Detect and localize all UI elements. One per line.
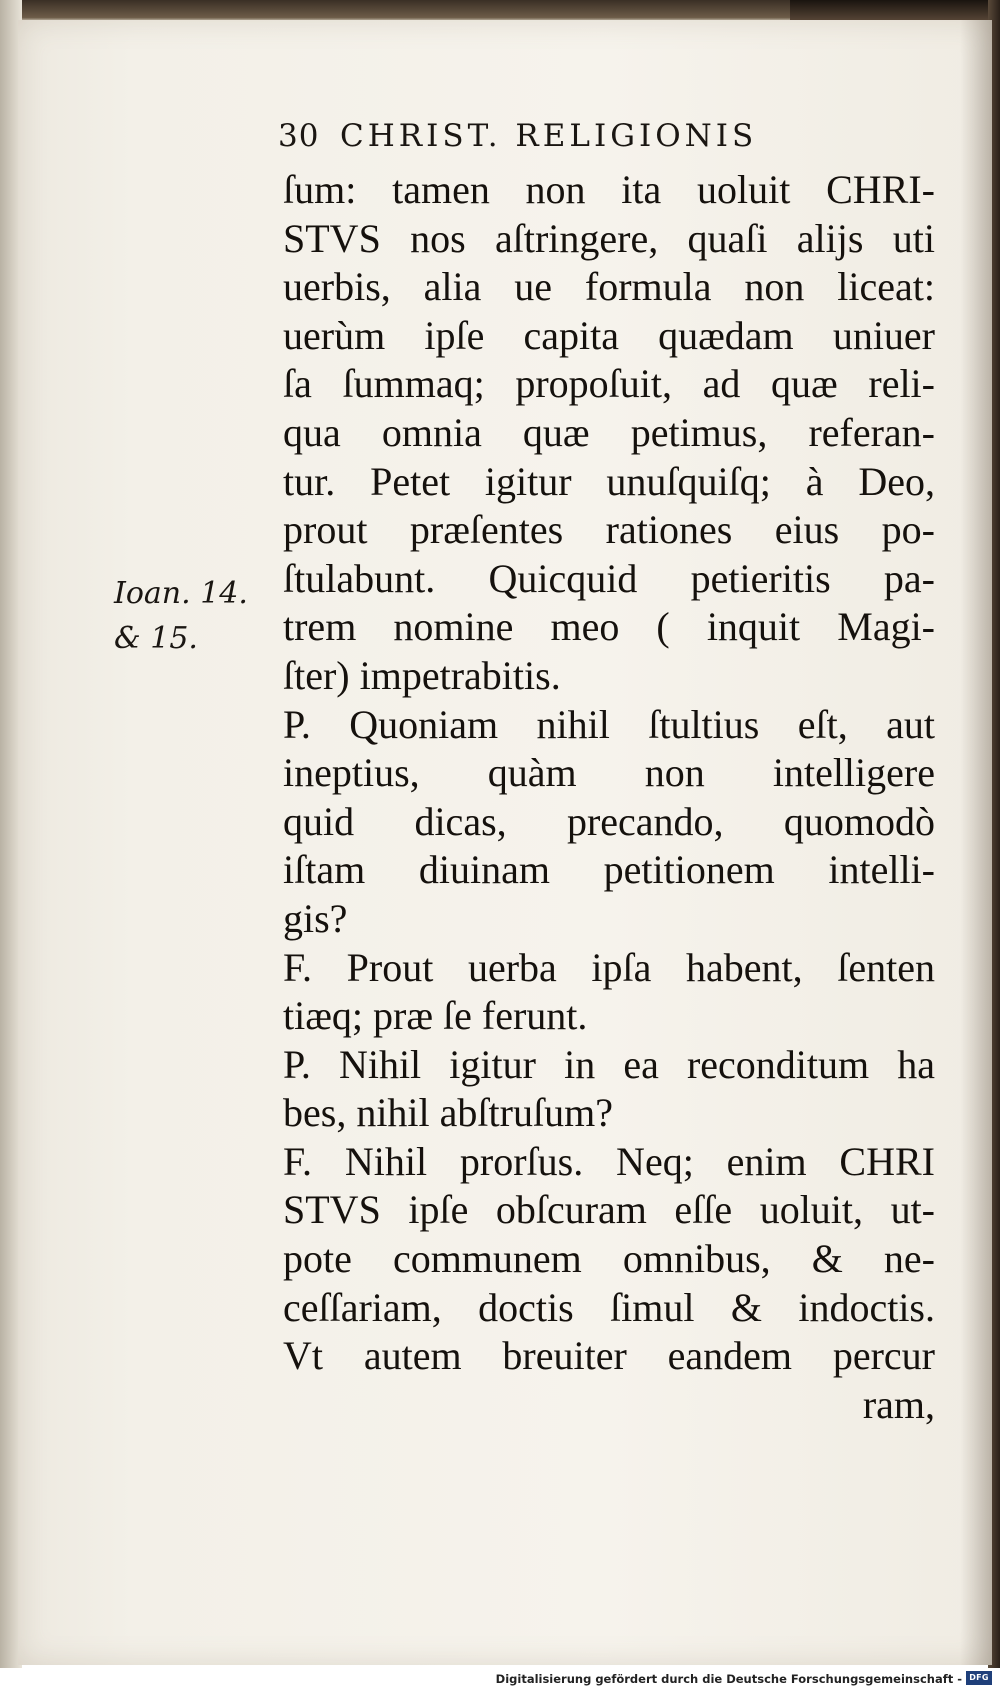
text-line: tiæq; præ ſe ferunt. xyxy=(283,993,588,1039)
book-top-right-edge xyxy=(790,0,1000,22)
text-line: ineptius, quàm non intelligere xyxy=(283,750,935,796)
text-line: prout præſentes rationes eius po- xyxy=(283,507,935,553)
text-line: ſum: tamen non ita uoluit CHRI- xyxy=(283,167,935,212)
text-line: Vt autem breuiter eandem percur xyxy=(283,1333,935,1379)
text-line: tur. Petet igitur unuſquiſq; à Deo, xyxy=(283,458,935,504)
text-line: F. Nihil prorſus. Neq; enim CHRI xyxy=(283,1138,935,1184)
text-line: ſa ſummaq; propoſuit, ad quæ reli- xyxy=(283,361,935,407)
gutter-shadow xyxy=(960,20,992,1665)
digitization-credit: Digitalisierung gefördert durch die Deutsche Forschungsgemeinschaft - xyxy=(495,1672,962,1686)
text-line: P. Nihil igitur in ea reconditum ha xyxy=(283,1041,935,1087)
running-title: CHRIST. RELIGIONIS xyxy=(340,118,758,154)
text-line: P. Quoniam nihil ſtultius eſt, aut xyxy=(283,701,935,747)
text-line: uerbis, alia ue formula non liceat: xyxy=(283,264,935,310)
text-line: ſtulabunt. Quicquid petieritis pa- xyxy=(283,555,935,601)
text-line: pote communem omnibus, & ne- xyxy=(283,1236,935,1282)
text-line: gis? xyxy=(283,895,348,941)
text-line: qua omnia quæ petimus, referan- xyxy=(283,409,935,455)
text-line: trem nomine meo ( inquit Magi- xyxy=(283,604,935,650)
text-line: iſtam diuinam petitionem intelli- xyxy=(283,847,935,893)
body-text xyxy=(283,166,935,1429)
dfg-logo: DFG xyxy=(966,1671,992,1685)
text-line: ceſſariam, doctis ſimul & indoctis. xyxy=(283,1284,935,1330)
text-line: STVS nos aſtringere, quaſi alijs uti xyxy=(283,215,935,261)
text-line: F. Prout uerba ipſa habent, ſenten xyxy=(283,944,935,990)
text-line: ram, xyxy=(862,1381,935,1427)
margin-note-reference-continued: & 15. xyxy=(114,621,198,656)
text-line: bes, nihil abſtruſum? xyxy=(283,1090,613,1136)
page-number: 30 xyxy=(278,118,320,154)
running-head xyxy=(278,118,930,154)
margin-note-reference: Ioan. 14. xyxy=(114,576,248,611)
text-line: STVS ipſe obſcuram eſſe uoluit, ut- xyxy=(283,1187,935,1233)
text-line: quid dicas, precando, quomodò xyxy=(283,798,935,844)
text-line: ſter) impetrabitis. xyxy=(283,652,561,698)
text-line: uerùm ipſe capita quædam uniuer xyxy=(283,312,935,358)
